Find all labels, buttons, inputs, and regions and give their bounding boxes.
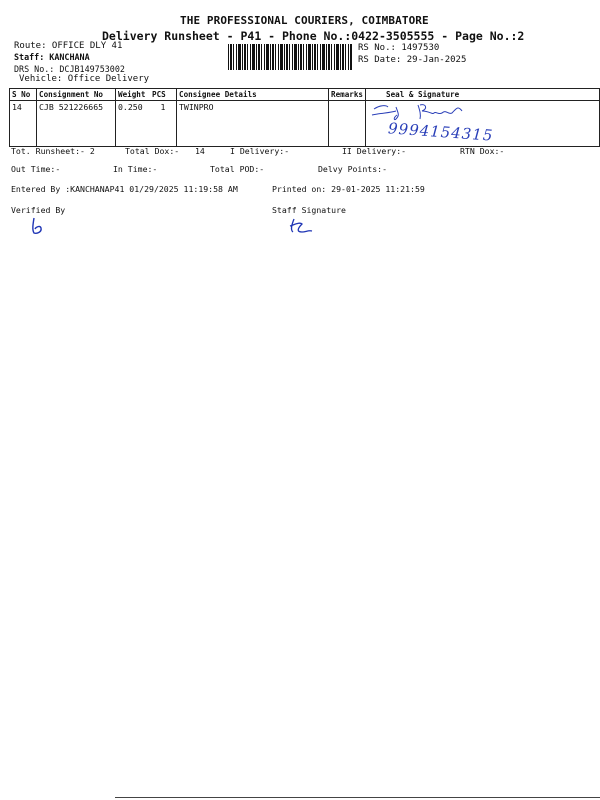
cell-seal-signature bbox=[366, 101, 600, 147]
runsheet-table bbox=[9, 88, 600, 147]
entered-by: Entered By :KANCHANAP41 01/29/2025 11:19:58 AM bbox=[11, 184, 238, 194]
table-row bbox=[10, 101, 600, 147]
col-consignment: Consignment No bbox=[37, 89, 116, 101]
col-pcs: PCS bbox=[150, 89, 177, 101]
i-delivery: I Delivery:- bbox=[230, 146, 290, 156]
cell-consignment: CJB 521226665 bbox=[37, 101, 116, 147]
col-sno: S No bbox=[10, 89, 37, 101]
cell-sno: 14 bbox=[10, 101, 37, 147]
tot-runsheet: Tot. Runsheet:- 2 bbox=[11, 146, 95, 156]
col-consignee: Consignee Details bbox=[177, 89, 329, 101]
total-dox-value: 14 bbox=[195, 146, 205, 156]
staff-label: Staff: KANCHANA bbox=[14, 52, 90, 62]
rs-number: RS No.: 1497530 bbox=[358, 43, 440, 53]
cell-consignee: TWINPRO bbox=[177, 101, 329, 147]
col-seal-signature: Seal & Signature bbox=[366, 89, 600, 101]
page-bottom-rule bbox=[115, 797, 600, 798]
cell-remarks bbox=[329, 101, 366, 147]
drs-number: DRS No.: DCJB149753002 bbox=[14, 64, 125, 74]
verified-signature-image bbox=[28, 216, 50, 236]
delvy-points: Delvy Points:- bbox=[318, 164, 388, 174]
table-header-row bbox=[10, 89, 600, 101]
cell-pcs: 1 bbox=[150, 101, 177, 147]
in-time: In Time:- bbox=[113, 164, 158, 174]
col-weight: Weight bbox=[116, 89, 151, 101]
out-time: Out Time:- bbox=[11, 164, 61, 174]
total-dox-label: Total Dox:- bbox=[125, 146, 180, 156]
staff-signature-image bbox=[286, 216, 316, 236]
route-label: Route: OFFICE DLY 41 bbox=[14, 41, 123, 51]
staff-signature-label: Staff Signature bbox=[272, 205, 346, 215]
barcode-image bbox=[228, 44, 352, 70]
total-pod: Total POD:- bbox=[210, 164, 265, 174]
runsheet-title: Delivery Runsheet - P41 - Phone No.:0422-3505555 - Page No.:2 bbox=[102, 29, 525, 43]
col-remarks: Remarks bbox=[329, 89, 366, 101]
rs-date: RS Date: 29-Jan-2025 bbox=[358, 55, 467, 65]
rtn-dox: RTN Dox:- bbox=[460, 146, 505, 156]
verified-by-label: Verified By bbox=[11, 205, 66, 215]
cell-weight: 0.250 bbox=[116, 101, 151, 147]
handwritten-phone: 9994154315 bbox=[387, 119, 494, 145]
printed-on: Printed on: 29-01-2025 11:21:59 bbox=[272, 184, 425, 194]
company-title: THE PROFESSIONAL COURIERS, COIMBATORE bbox=[180, 14, 429, 27]
vehicle-label: Vehicle: Office Delivery bbox=[19, 74, 150, 84]
ii-delivery: II Delivery:- bbox=[342, 146, 407, 156]
